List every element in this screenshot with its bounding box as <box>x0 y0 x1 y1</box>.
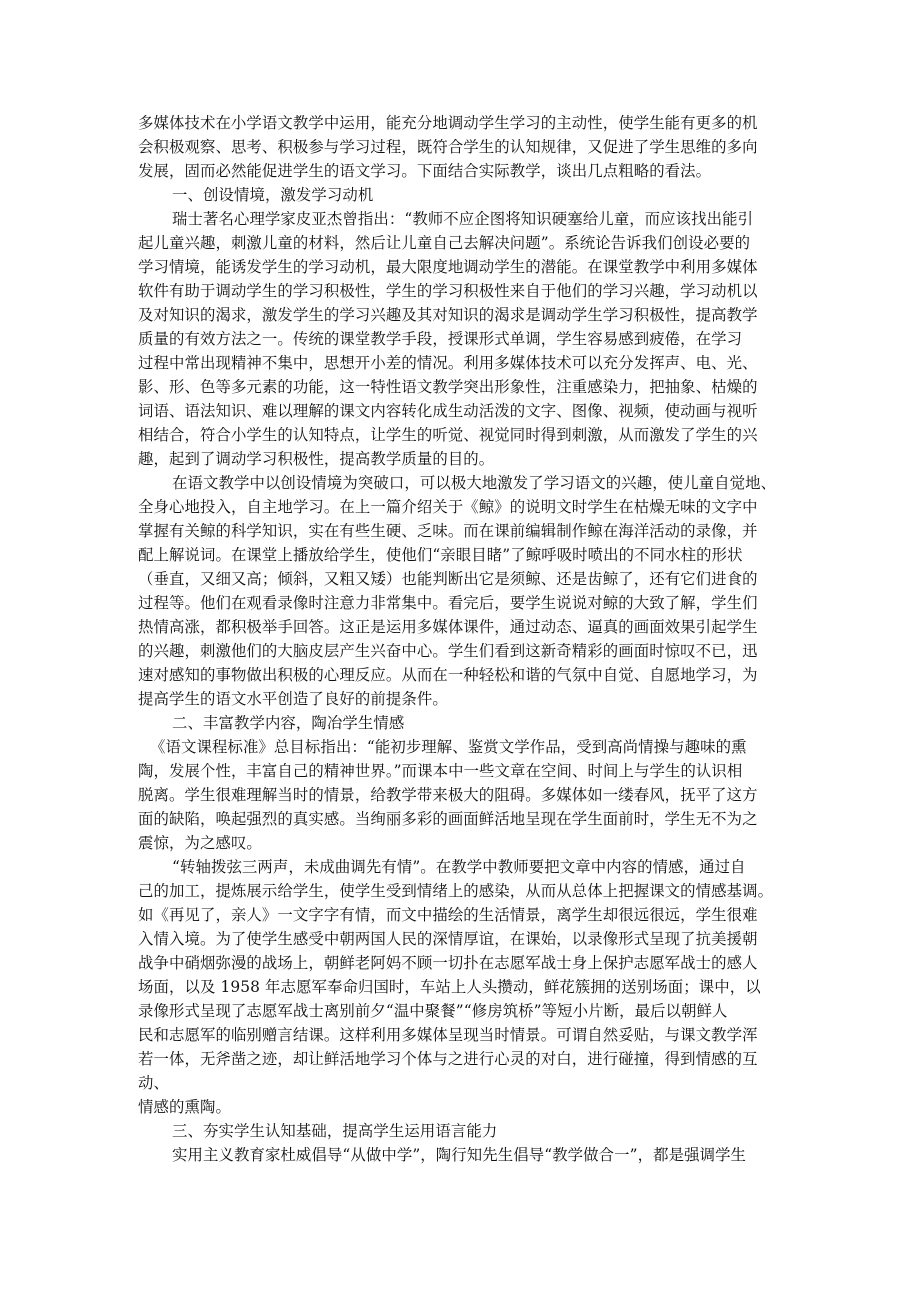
text-line: 会积极观察、思考、积极参与学习过程，既符合学生的认知规律，又促进了学生思维的多向 <box>138 138 758 156</box>
text-line: 相结合，符合小学生的认知特点，让学生的听觉、视觉同时得到刺激，从而激发了学生的兴 <box>138 426 758 444</box>
section-heading-3: 三、夯实学生认知基础，提高学生运用语言能力 <box>172 1122 498 1140</box>
text-line: 若一体，无斧凿之迹，却让鲜活地学习个体与之进行心灵的对白，进行碰撞，得到情感的互 <box>138 1050 758 1068</box>
text-line: 瑞士著名心理学家皮亚杰曾指出：“教师不应企图将知识硬塞给儿童，而应该找出能引 <box>172 210 754 228</box>
text-line: 多媒体技术在小学语文教学中运用，能充分地调动学生学习的主动性，使学生能有更多的机 <box>138 114 758 132</box>
text-line: 趣，起到了调动学习积极性，提高教学质量的目的。 <box>138 450 495 468</box>
text-line: 全身心地投入，自主地学习。在上一篇介绍关于《鲸》的说明文时学生在枯燥无味的文字中 <box>138 498 758 516</box>
text-line: 学习情境，能诱发学生的学习动机，最大限度地调动学生的潜能。在课堂教学中利用多媒体 <box>138 258 758 276</box>
text-line: 己的加工，提炼展示给学生，使学生受到情绪上的感染，从而从总体上把握课文的情感基调。 <box>138 882 774 900</box>
text-line: 入情入境。为了使学生感受中朝两国人民的深情厚谊，在课始，以录像形式呈现了抗美援朝 <box>138 930 758 948</box>
text-line: 情感的熏陶。 <box>138 1098 231 1116</box>
text-line: 震惊，为之感叹。 <box>138 834 262 852</box>
text-line: 提高学生的语文水平创造了良好的前提条件。 <box>138 690 448 708</box>
text-line: 热情高涨，都积极举手回答。这正是运用多媒体课件，通过动态、逼真的画面效果引起学生 <box>138 618 758 636</box>
text-line: 影、形、色等多元素的功能，这一特性语文教学突出形象性，注重感染力，把抽象、枯燥的 <box>138 378 758 396</box>
section-heading-2: 二、丰富教学内容，陶冶学生情感 <box>172 714 405 732</box>
text-line: “转轴拨弦三两声，未成曲调先有情”。在教学中教师要把文章中内容的情感，通过自 <box>172 858 746 876</box>
text-line: 脱离。学生很难理解当时的情景，给教学带来极大的阻碍。多媒体如一缕春风，抚平了这方 <box>138 786 758 804</box>
text-line: 民和志愿军的临别赠言结课。这样利用多媒体呈现当时情景。可谓自然妥贴，与课文教学浑 <box>138 1026 758 1044</box>
text-line: 面的缺陷，唤起强烈的真实感。当绚丽多彩的画面鲜活地呈现在学生面前时，学生无不为之 <box>138 810 758 828</box>
text-line: 过程中常出现精神不集中，思想开小差的情况。利用多媒体技术可以充分发挥声、电、光、 <box>138 354 758 372</box>
text-line: 软件有助于调动学生的学习积极性，学生的学习积极性来自于他们的学习兴趣，学习动机以 <box>138 282 758 300</box>
text-line: 词语、语法知识、难以理解的课文内容转化成生动活泼的文字、图像、视频，使动画与视听 <box>138 402 758 420</box>
text-line: 速对感知的事物做出积极的心理反应。从而在一种轻松和谐的气氛中自觉、自愿地学习，为 <box>138 666 758 684</box>
text-line: 在语文教学中以创设情境为突破口，可以极大地激发了学习语文的兴趣，使儿童自觉地、 <box>172 474 777 492</box>
text-line: 录像形式呈现了志愿军战士离别前夕“温中聚餐”“修房筑桥”等短小片断，最后以朝鲜人 <box>138 1002 728 1020</box>
text-line: 战争中硝烟弥漫的战场上，朝鲜老阿妈不顾一切扑在志愿军战士身上保护志愿军战士的感人 <box>138 954 758 972</box>
text-line: 如《再见了，亲人》一文字字有情，而文中描绘的生活情景，离学生却很远很远，学生很难 <box>138 906 758 924</box>
text-line: 质量的有效方法之一。传统的课堂教学手段，授课形式单调，学生容易感到疲倦，在学习 <box>138 330 743 348</box>
text-line: 掌握有关鲸的科学知识，实在有些生硬、乏味。而在课前编辑制作鲸在海洋活动的录像，并 <box>138 522 758 540</box>
text-line: （垂直，又细又高；倾斜，又粗又矮）也能判断出它是须鲸、还是齿鲸了，还有它们进食的 <box>138 570 758 588</box>
text-line: 配上解说词。在课堂上播放给学生，使他们“亲眼目睹”了鲸呼吸时喷出的不同水柱的形状 <box>138 546 743 564</box>
text-line: 陶，发展个性，丰富自己的精神世界。”而课本中一些文章在空间、时间上与学生的认识相 <box>138 762 743 780</box>
text-line: 发展，固而必然能促进学生的语文学习。下面结合实际教学，谈出几点粗略的看法。 <box>138 162 712 180</box>
text-line: 起儿童兴趣，刺激儿童的材料，然后让儿童自己去解决问题”。系统论告诉我们创设必要的 <box>138 234 751 252</box>
text-line: 场面，以及 1958 年志愿军奉命归国时，车站上人头攒动，鲜花簇拥的送别场面；课中，以 <box>138 978 761 996</box>
section-heading-1: 一、创设情境，激发学习动机 <box>172 186 374 204</box>
text-line: 《语文课程标准》总目标指出：“能初步理解、鉴赏文学作品，受到高尚情操与趣味的熏 <box>150 738 747 756</box>
text-line: 及对知识的渴求，激发学生的学习兴趣及其对知识的渴求是调动学生学习积极性，提高教学 <box>138 306 758 324</box>
text-line: 实用主义教育家杜威倡导“从做中学”，陶行知先生倡导“教学做合一”，都是强调学生 <box>172 1146 747 1164</box>
text-line: 动、 <box>138 1074 169 1092</box>
text-line: 的兴趣，刺激他们的大脑皮层产生兴奋中心。学生们看到这新奇精彩的画面时惊叹不已，迅 <box>138 642 758 660</box>
text-line: 过程等。他们在观看录像时注意力非常集中。看完后，要学生说说对鲸的大致了解，学生们 <box>138 594 758 612</box>
